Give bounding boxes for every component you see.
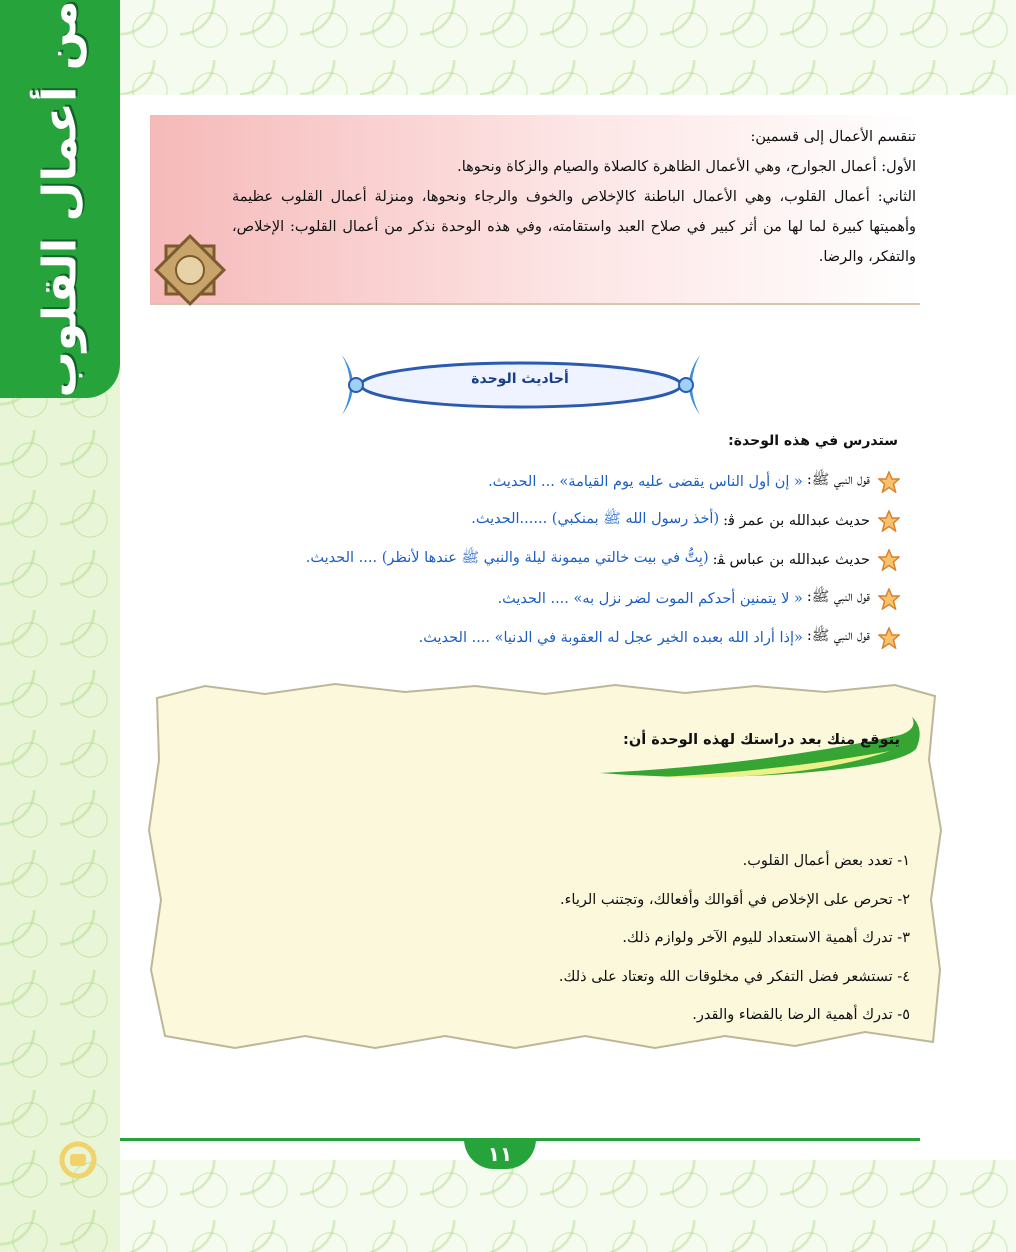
hadith-item bbox=[150, 618, 900, 657]
green-swoosh bbox=[600, 715, 920, 785]
hadith-intro: قول النبي ﷺ: bbox=[806, 472, 870, 488]
hadith-intro: قول النبي ﷺ: bbox=[806, 628, 870, 644]
bottom-decorative-band bbox=[120, 1160, 1016, 1252]
intro-part-two: الثاني: أعمال القلوب، وهي الأعمال الباطنة كالإخلاص والخوف والرجاء ونحوها، ومنزلة أعمال القلوب عظيمة وأهميتها كبيرة لما لها من أثر كبير في صلاح العبد واستقامته، وفي هذه الوحدة نذكر من أعمال القلوب: الإخلاص، والتفكر، والرضا. bbox=[232, 189, 916, 265]
hadith-item bbox=[150, 540, 900, 579]
star-bullet-icon bbox=[878, 510, 900, 532]
study-heading: ستدرس في هذه الوحدة: bbox=[728, 433, 898, 449]
objective-item: ٣- تدرك أهمية الاستعداد لليوم الآخر ولوازم ذلك. bbox=[622, 930, 910, 946]
page-number: ١١ bbox=[487, 1142, 513, 1166]
objective-item: ٥- تدرك أهمية الرضا بالقضاء والقدر. bbox=[692, 1007, 910, 1023]
unit-title: من أعمال القلوب bbox=[33, 0, 88, 398]
star-bullet-icon bbox=[878, 471, 900, 493]
objectives-heading: يتوقع منك بعد دراستك لهذه الوحدة أن: bbox=[623, 732, 900, 748]
intro-lead: تنقسم الأعمال إلى قسمين: bbox=[750, 129, 916, 145]
objectives-list bbox=[400, 842, 910, 1035]
hadith-item bbox=[150, 462, 900, 501]
objective-item: ٢- تحرص على الإخلاص في أقوالك وأفعالك، وتجتنب الرياء. bbox=[559, 891, 910, 908]
hadith-quote: (بِتُّ في بيت خالتي ميمونة ليلة والنبي ﷺ عندها لأنظر) .... الحديث. bbox=[305, 550, 709, 566]
intro-text bbox=[232, 122, 916, 272]
hadith-quote: (أخذ رسول الله ﷺ بمنكبي) ......الحديث. bbox=[471, 511, 720, 527]
star-bullet-icon bbox=[878, 549, 900, 571]
hadith-intro: قول النبي ﷺ: bbox=[806, 589, 870, 605]
objective-item: ١- تعدد بعض أعمال القلوب. bbox=[742, 853, 910, 869]
publisher-logo-icon bbox=[58, 1140, 98, 1180]
star-bullet-icon bbox=[878, 588, 900, 610]
star-ornament-icon bbox=[150, 230, 230, 310]
hadith-item bbox=[150, 501, 900, 540]
intro-part-one: الأول: أعمال الجوارح، وهي الأعمال الظاهرة كالصلاة والصيام والزكاة ونحوها. bbox=[457, 159, 916, 175]
hadith-list bbox=[150, 462, 900, 657]
hadith-intro: حديث عبدالله بن عمر ﭬ: bbox=[723, 512, 870, 529]
hadith-quote: «إذا أراد الله بعبده الخير عجل له العقوبة في الدنيا» .... الحديث. bbox=[418, 629, 803, 646]
side-decorative-band bbox=[0, 370, 120, 1252]
objective-item: ٤- تستشعر فضل التفكر في مخلوقات الله وتعتاد على ذلك. bbox=[558, 968, 910, 985]
top-decorative-band bbox=[120, 0, 1016, 95]
star-bullet-icon bbox=[878, 627, 900, 649]
hadith-quote: « لا يتمنين أحدكم الموت لضر نزل به» .... الحديث. bbox=[497, 590, 803, 607]
section-ribbon-title: أحاديث الوحدة bbox=[471, 371, 569, 387]
hadith-quote: « إن أول الناس يقضى عليه يوم القيامة» ... الحديث. bbox=[488, 473, 803, 490]
hadith-item bbox=[150, 579, 900, 618]
hadith-intro: حديث عبدالله بن عباس ﭭ: bbox=[712, 551, 870, 568]
